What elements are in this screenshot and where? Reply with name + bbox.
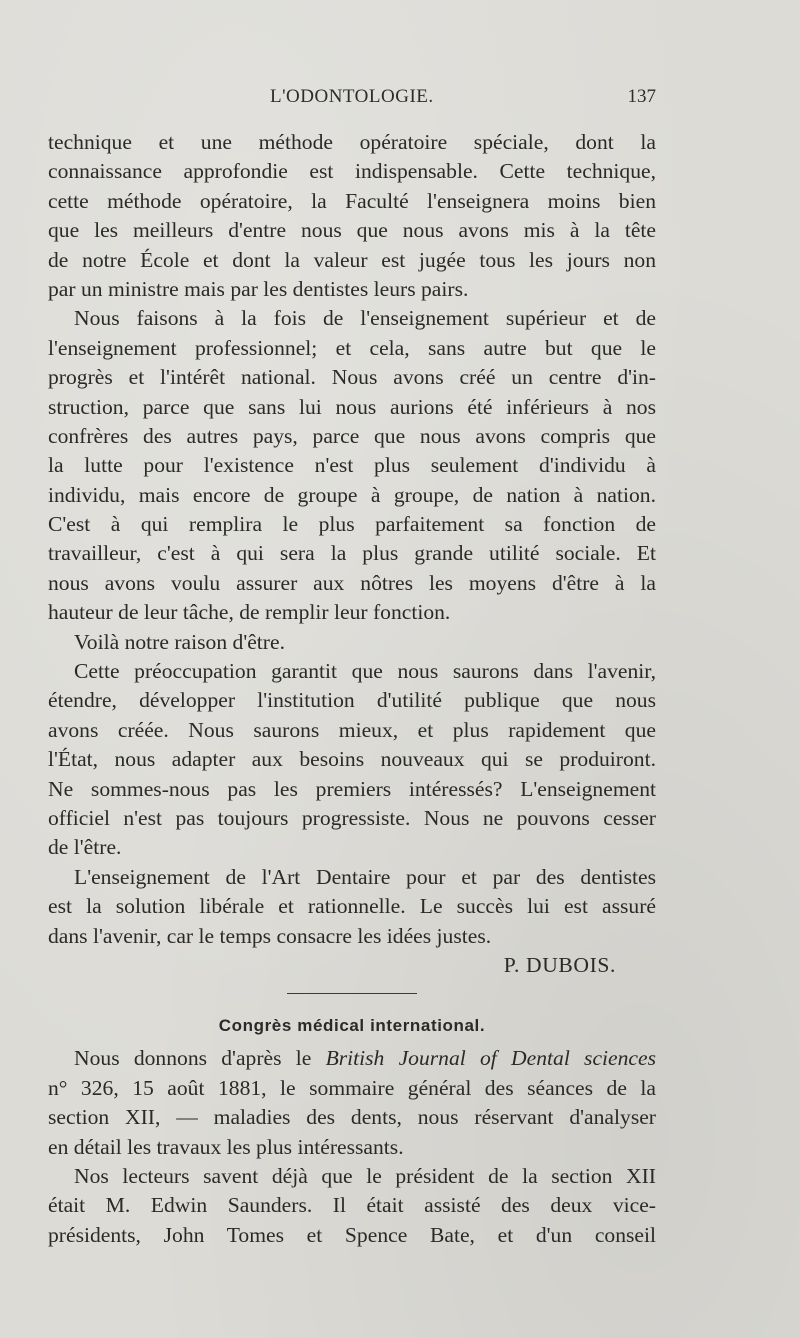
text-line: struction, parce que sans lui nous aurions été inférieurs à nos [48,394,656,419]
text-line: section XII, — maladies des dents, nous réservant d'analyser [48,1105,656,1130]
text-line: individu, mais encore de groupe à groupe, de nation à nation. [48,482,656,507]
text-line: par un ministre mais par les dentistes leurs pairs. [48,276,469,301]
text-line: n° 326, 15 août 1881, le sommaire général des séances de la [48,1075,656,1100]
text-line: en détail les travaux les plus intéressants. [48,1134,404,1159]
text-fragment: Nous donnons d'après le [74,1046,326,1071]
text-line: connaissance approfondie est indispensable. Cette technique, [48,159,656,184]
text-line: de notre École et dont la valeur est jugée tous les jours non [48,247,656,272]
text-line: Voilà notre raison d'être. [74,629,285,654]
text-line: l'État, nous adapter aux besoins nouveaux qui se produiront. [48,747,656,772]
text-line: dans l'avenir, car le temps consacre les idées justes. [48,923,492,948]
text-line: que les meilleurs d'entre nous que nous avons mis à la tête [48,218,656,243]
text-line: l'enseignement professionnel; et cela, sans autre but que le [48,335,656,360]
text-line: C'est à qui remplira le plus parfaitement sa fonction de [48,512,656,537]
text-line: hauteur de leur tâche, de remplir leur fonction. [48,600,451,625]
text-line: Nos lecteurs savent déjà que le président de la section XII [74,1163,656,1188]
section-divider [287,993,417,994]
running-head [48,86,656,116]
text-line: présidents, John Tomes et Spence Bate, et d'un conseil [48,1222,656,1247]
text-line: technique et une méthode opératoire spéciale, dont la [48,130,656,154]
text-line: travailleur, c'est à qui sera la plus grande utilité sociale. Et [48,541,656,566]
running-title: L'ODONTOLOGIE. [270,86,434,107]
section-heading: Congrès médical international. [218,1016,486,1036]
article-text [48,128,656,1250]
signature: P. DUBOIS. [503,952,616,977]
text-line: la lutte pour l'existence n'est plus seulement d'individu à [48,453,656,478]
text-line: progrès et l'intérêt national. Nous avons créé un centre d'in- [48,365,656,390]
page-number: 137 [627,86,656,107]
text-line: était M. Edwin Saunders. Il était assisté des deux vice- [48,1193,656,1218]
text-line: est la solution libérale et rationnelle. Le succès lui est assuré [48,894,656,919]
text-line: étendre, développer l'institution d'utilité publique que nous [48,688,656,713]
text-line: avons créée. Nous saurons mieux, et plus rapidement que [48,717,656,742]
text-line: Nous faisons à la fois de l'enseignement supérieur et de [74,306,656,331]
text-line: de l'être. [48,835,122,860]
text-line: cette méthode opératoire, la Faculté l'enseignera moins bien [48,188,656,213]
text-line [48,1044,656,1073]
text-line: nous avons voulu assurer aux nôtres les moyens d'être à la [48,570,656,595]
text-line: Ne sommes-nous pas les premiers intéressés? L'enseignement [48,776,656,801]
journal-title: British Journal of Dental sciences [325,1046,656,1071]
text-line: confrères des autres pays, parce que nous avons compris que [48,423,656,448]
text-line: Cette préoccupation garantit que nous saurons dans l'avenir, [74,659,656,684]
text-line: officiel n'est pas toujours progressiste. Nous ne pouvons cesser [48,805,656,830]
text-line: L'enseignement de l'Art Dentaire pour et par des dentistes [74,864,656,889]
